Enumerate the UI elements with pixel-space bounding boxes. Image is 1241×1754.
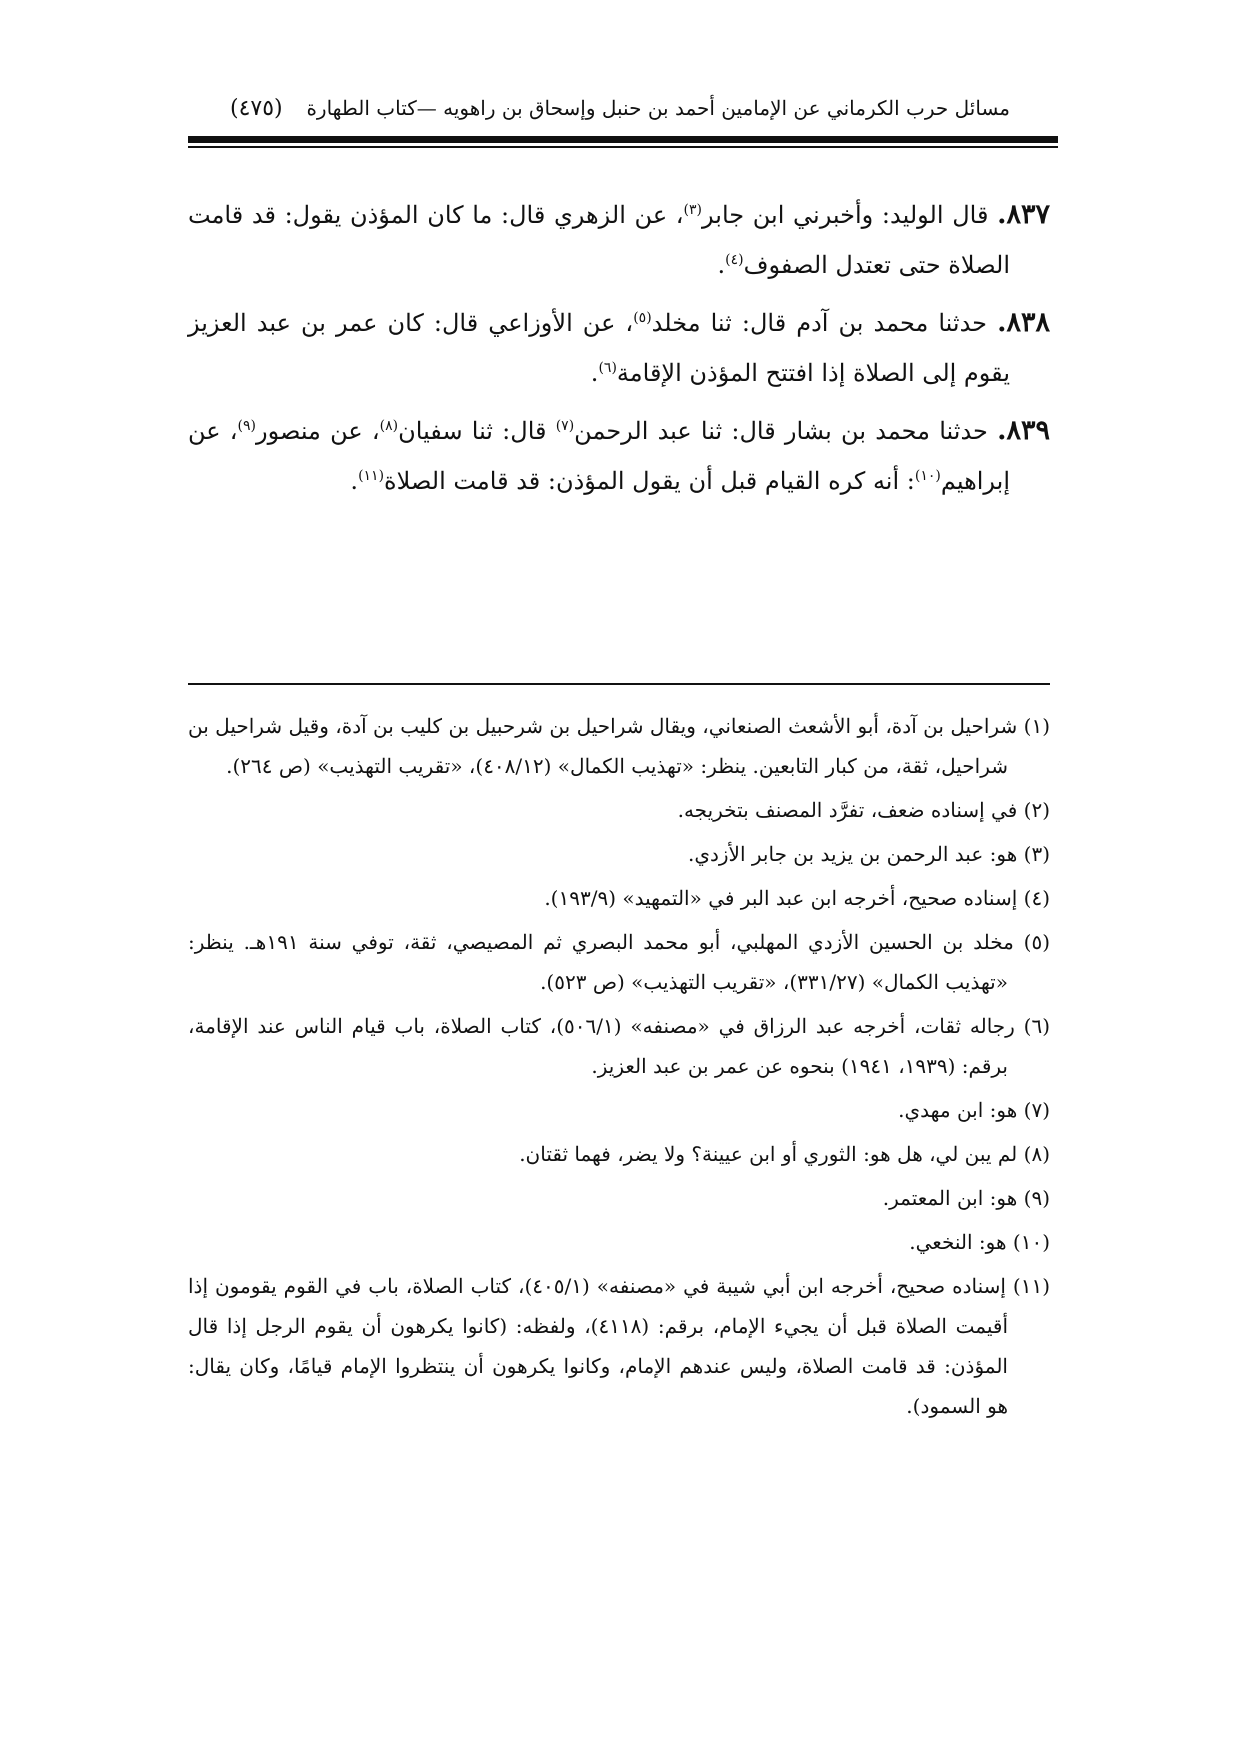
footnote-10: [188, 1222, 1050, 1262]
footnote-11: [188, 1266, 1050, 1426]
header-rule-thin: [188, 146, 1058, 148]
footnote-number: (٤): [1023, 886, 1050, 910]
entry-text: ، عن الأوزاعي قال: كان عمر بن عبد العزيز يقوم إلى الصلاة إذا افتتح المؤذن الإقامة: [188, 309, 1010, 387]
entry-text: .: [717, 251, 726, 279]
footnote-number: (٢): [1023, 798, 1050, 822]
footnote-text: هو: ابن مهدي.: [898, 1098, 1018, 1122]
footnote-text: إسناده صحيح، أخرجه ابن عبد البر في «التمهيد» (١٩٣/٩).: [544, 886, 1018, 910]
footnote-text: هو: النخعي.: [909, 1230, 1007, 1254]
footnote-number: (٦): [1023, 1014, 1051, 1038]
entry-number: ٨٣٩.: [997, 415, 1051, 446]
footnote-3: [188, 834, 1050, 874]
footnote-ref: (٩): [237, 418, 257, 434]
entry-text: حدثنا محمد بن بشار قال: ثنا عبد الرحمن: [574, 417, 988, 445]
footnote-ref: (٧): [555, 418, 575, 434]
footnote-text: هو: ابن المعتمر.: [882, 1186, 1018, 1210]
footnote-2: [188, 790, 1050, 830]
entry-number: ٨٣٧.: [997, 199, 1050, 230]
header-rule-thick: [188, 136, 1058, 143]
page-header: [230, 88, 1010, 128]
footnote-text: في إسناده ضعف، تفرَّد المصنف بتخريجه.: [677, 798, 1018, 822]
footnote-9: [188, 1178, 1050, 1218]
footnote-text: مخلد بن الحسين الأزدي المهلبي، أبو محمد البصري ثم المصيصي، ثقة، توفي سنة ١٩١هـ. ينظر: «تهذيب الكمال» (٣٣١/٢٧)، «تقريب التهذيب» (ص ٥٢٣).: [188, 930, 1014, 994]
entry-text: قال: ثنا سفيان: [398, 417, 556, 445]
footnote-ref: (٥): [633, 310, 652, 326]
footnote-text: شراحيل بن آدة، أبو الأشعث الصنعاني، ويقال شراحيل بن شرحبيل بن كليب بن آدة، وقيل شراحيل بن شراحيل، ثقة، من كبار التابعين. ينظر: «تهذيب الكمال» (٤٠٨/١٢)، «تقريب التهذيب» (ص ٢٦٤).: [188, 714, 1018, 778]
entry-text: .: [590, 359, 599, 387]
footnote-number: (٥): [1023, 930, 1050, 954]
footnote-1: [188, 706, 1050, 786]
footnote-ref: (١٠): [914, 468, 941, 484]
footnote-4: [188, 878, 1050, 918]
footnote-number: (١١): [1012, 1274, 1051, 1298]
entry-837: [188, 190, 1050, 290]
footnote-6: [188, 1006, 1050, 1086]
footnote-ref: (٦): [598, 360, 617, 376]
footnote-text: إسناده صحيح، أخرجه ابن أبي شيبة في «مصنفه» (٤٠٥/١)، كتاب الصلاة، باب في القوم يقومون إذا أقيمت الصلاة قبل أن يجيء الإمام، برقم: (٤١١٨)، ولفظه: (كانوا يكرهون أن يقوم الرجل إذا قال المؤذن: قد قامت الصلاة، وليس عندهم الإمام، وكانوا يكرهون أن ينتظروا الإمام قيامًا، وكان يقال: هو السمود).: [188, 1274, 1009, 1418]
entry-text: حدثنا محمد بن آدم قال: ثنا مخلد: [651, 309, 988, 337]
entry-text: ، عن الزهري قال: ما كان المؤذن يقول: قد قامت الصلاة حتى تعتدل الصفوف: [188, 201, 1010, 279]
running-title: مسائل حرب الكرماني عن الإمامين أحمد بن حنبل وإسحاق بن راهويه —كتاب الطهارة: [306, 96, 1010, 120]
footnote-number: (٨): [1023, 1142, 1050, 1166]
footnote-number: (١): [1023, 714, 1051, 738]
entry-text: : أنه كره القيام قبل أن يقول المؤذن: قد قامت الصلاة: [384, 467, 915, 495]
footnote-text: لم يبن لي، هل هو: الثوري أو ابن عيينة؟ ولا يضر، فهما ثقتان.: [519, 1142, 1018, 1166]
footnote-number: (٧): [1023, 1098, 1050, 1122]
footnote-5: [188, 922, 1050, 1002]
footnote-text: رجاله ثقات، أخرجه عبد الرزاق في «مصنفه» (٥٠٦/١)، كتاب الصلاة، باب قيام الناس عند الإقامة، برقم: (١٩٣٩، ١٩٤١) بنحوه عن عمر بن عبد العزيز.: [188, 1014, 1015, 1078]
footnote-ref: (٤): [725, 252, 744, 268]
footnote-number: (١٠): [1012, 1230, 1050, 1254]
entry-text: ، عن منصور: [256, 417, 380, 445]
footnote-number: (٩): [1023, 1186, 1050, 1210]
footnote-separator: [188, 683, 1050, 685]
footnote-ref: (٨): [379, 418, 399, 434]
entry-text: .: [350, 467, 359, 495]
footnote-7: [188, 1090, 1050, 1130]
footnote-ref: (٣): [683, 202, 703, 218]
entry-text: قال الوليد: وأخبرني ابن جابر: [702, 201, 989, 229]
footnote-ref: (١١): [358, 468, 385, 484]
footnote-8: [188, 1134, 1050, 1174]
footnote-text: هو: عبد الرحمن بن يزيد بن جابر الأزدي.: [687, 842, 1018, 866]
footnote-number: (٣): [1023, 842, 1050, 866]
entry-838: [188, 298, 1050, 398]
main-text: [188, 190, 1050, 514]
footnotes: [188, 706, 1050, 1430]
entry-text: ، عن إبراهيم: [188, 417, 1010, 495]
entry-839: [188, 406, 1050, 506]
page-number: (٤٧٥): [230, 95, 283, 121]
entry-number: ٨٣٨.: [997, 307, 1050, 338]
